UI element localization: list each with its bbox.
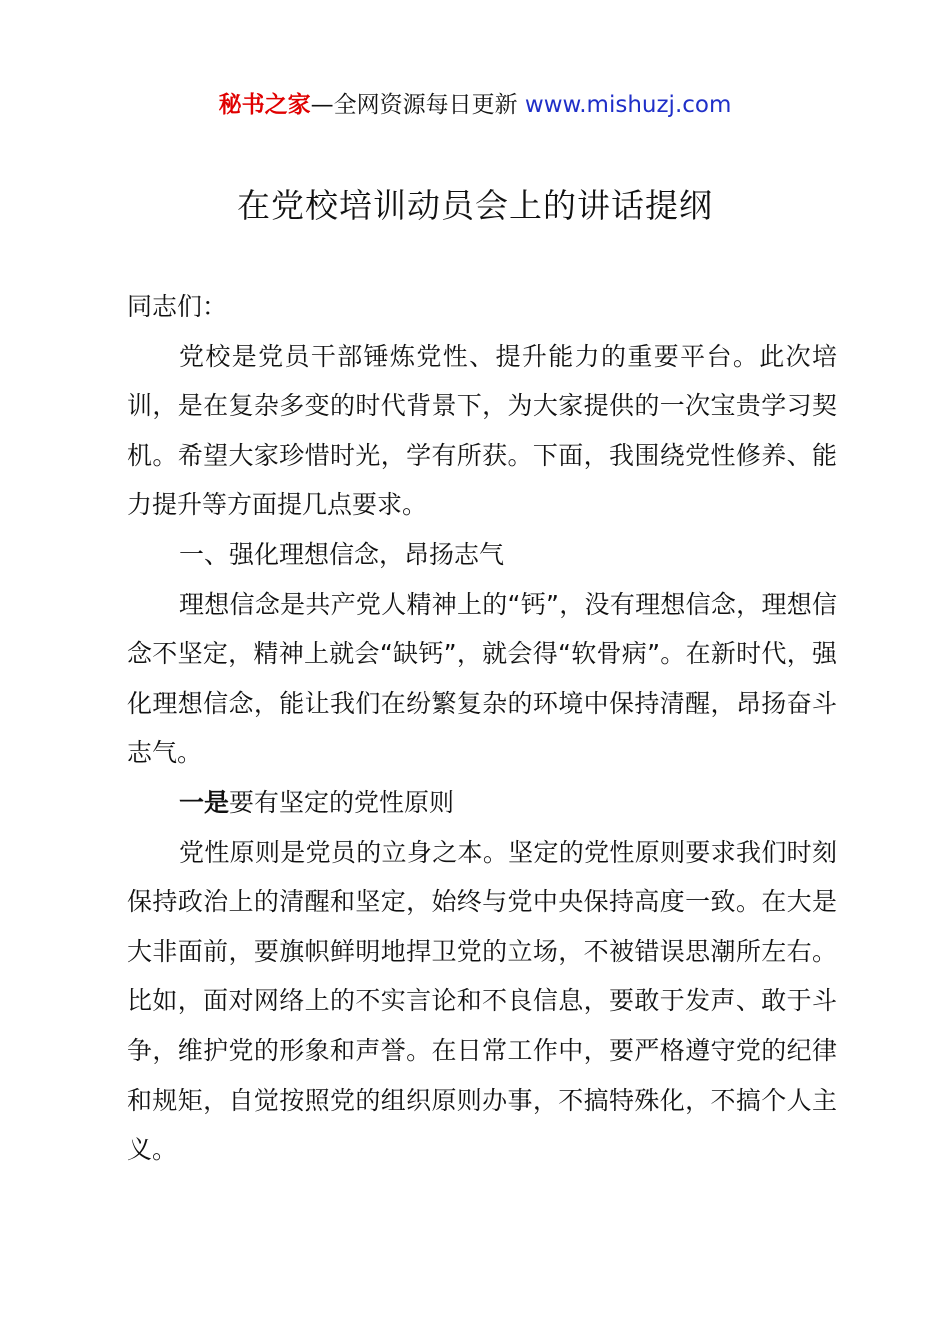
site-url-link[interactable]: www.mishuzj.com <box>524 92 732 118</box>
site-tagline: 全网资源每日更新 <box>333 92 525 118</box>
point-heading-text: 要有坚定的党性原则 <box>229 787 455 817</box>
document-title: 在党校培训动员会上的讲话提纲 <box>237 186 713 225</box>
salutation: 同志们： <box>127 292 228 321</box>
point-paragraph: 党性原则是党员的立身之本。坚定的党性原则要求我们时刻保持政治上的清醒和坚定，始终与党中央保持高度一致。在大是大非面前，要旗帜鲜明地捍卫党的立场，不被错误思潮所左右。比如，面对网络上的不实言论和不良信息，要敢于发声、敢于斗争，维护党的形象和声誉。在日常工作中，要严格遵守党的纪律和规矩，自觉按照党的组织原则办事，不搞特殊化，不搞个人主义。 <box>127 837 837 1165</box>
site-header <box>0 88 950 122</box>
point-label: 一是 <box>179 787 230 817</box>
section-paragraph: 理想信念是共产党人精神上的“钙”，没有理想信念，理想信念不坚定，精神上就会“缺钙”，就会得“软骨病”。在新时代，强化理想信念，能让我们在纷繁复杂的环境中保持清醒，昂扬奋斗志气。 <box>127 589 837 768</box>
intro-paragraph: 党校是党员干部锤炼党性、提升能力的重要平台。此次培训，是在复杂多变的时代背景下，为大家提供的一次宝贵学习契机。希望大家珍惜时光，学有所获。下面，我围绕党性修养、能力提升等方面提几点要求。 <box>127 341 837 520</box>
document-body <box>127 282 837 1175</box>
header-separator: — <box>310 92 334 118</box>
site-brand: 秘书之家 <box>218 92 311 118</box>
section-heading: 一、强化理想信念，昂扬志气 <box>179 539 505 569</box>
point-heading <box>127 778 837 828</box>
